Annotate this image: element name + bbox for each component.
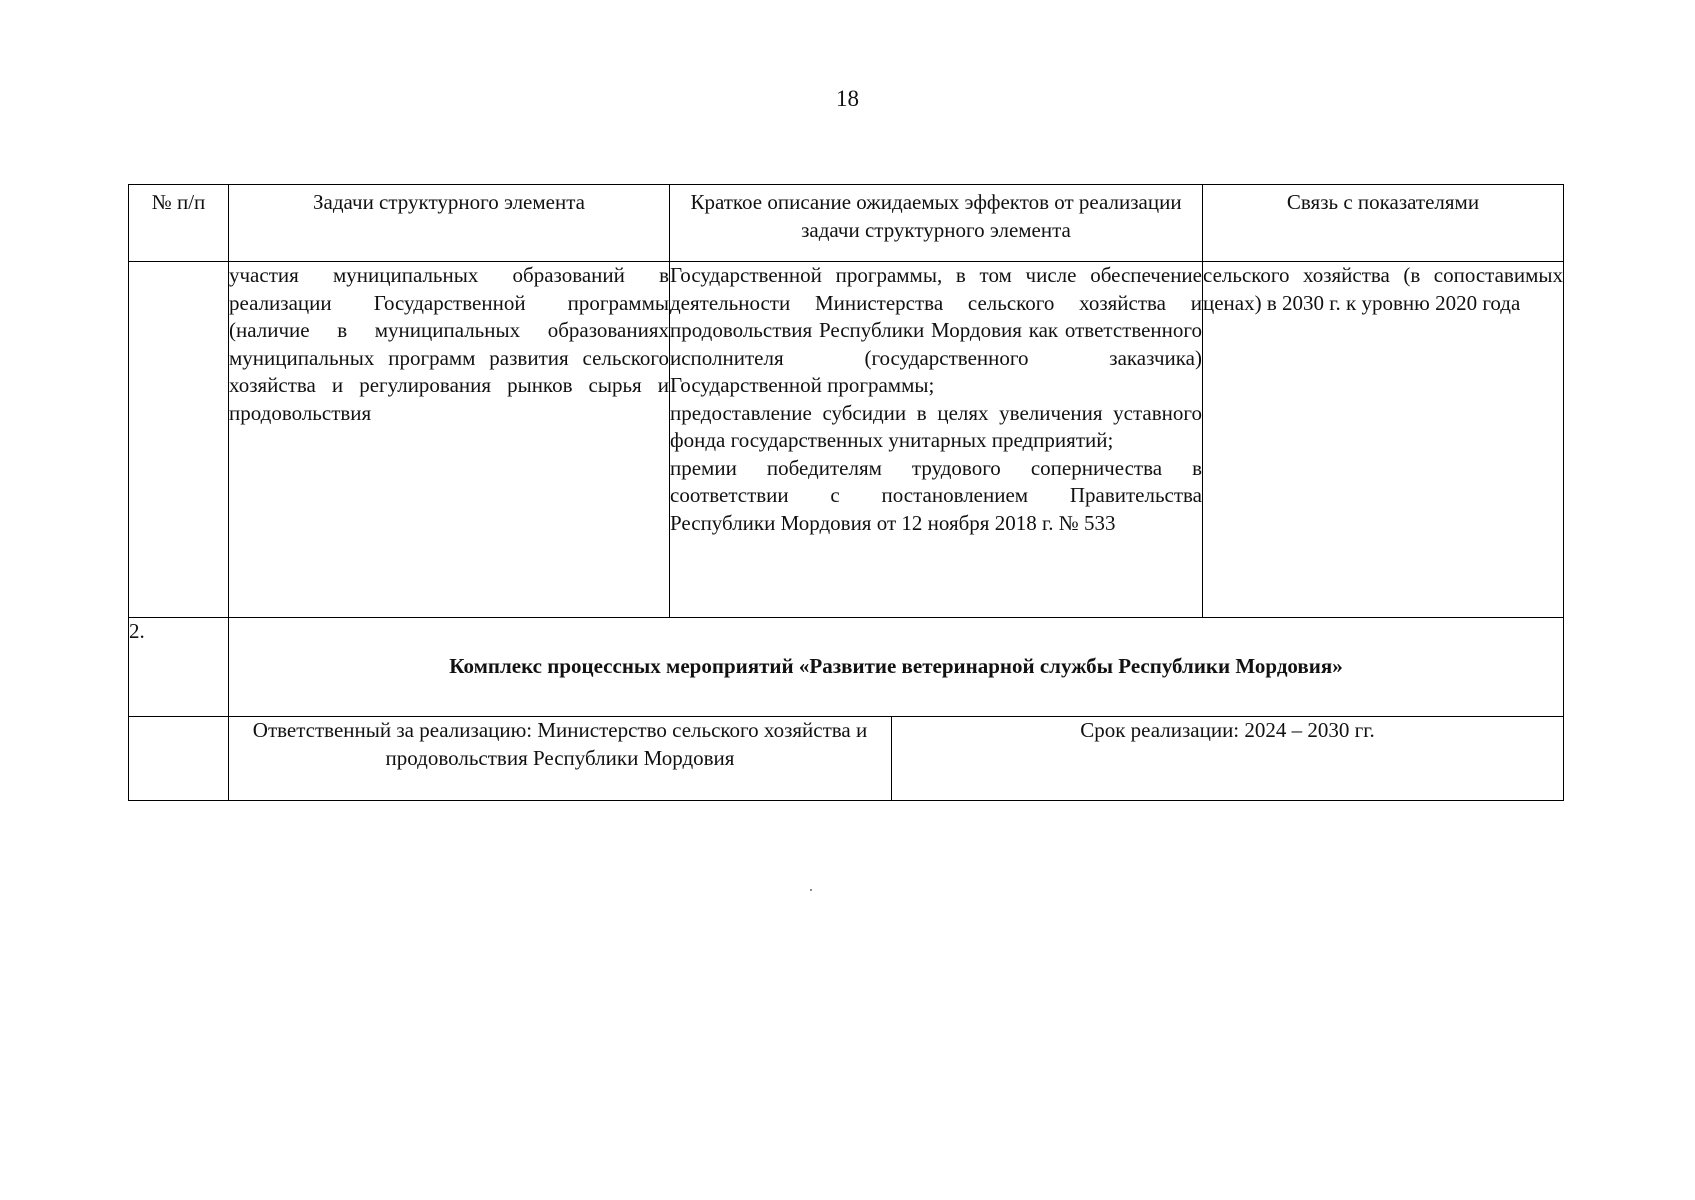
- section-number: 2.: [129, 618, 229, 717]
- row1-link: сельского хозяйства (в сопоставимых ценах) в 2030 г. к уровню 2020 года: [1203, 262, 1564, 618]
- effect-item: предоставление субсидии в целях увеличения уставного фонда государственных унитарных предприятий;: [670, 400, 1202, 452]
- table-header-row: [129, 185, 1564, 262]
- page-number: 18: [836, 86, 859, 111]
- table-row: [129, 262, 1564, 618]
- header-tasks: Задачи структурного элемента: [229, 185, 670, 262]
- structural-element-table: [128, 184, 1564, 801]
- responsible-cell: Ответственный за реализацию: Министерство сельского хозяйства и продовольствия Республики Мордовия: [229, 717, 892, 801]
- responsible-row: [129, 717, 1564, 801]
- header-effects: Краткое описание ожидаемых эффектов от реализации задачи структурного элемента: [670, 185, 1203, 262]
- term-cell: Срок реализации: 2024 – 2030 гг.: [892, 717, 1564, 801]
- section-title: Комплекс процессных мероприятий «Развитие ветеринарной службы Республики Мордовия»: [229, 618, 1564, 717]
- header-link: Связь с показателями: [1203, 185, 1564, 262]
- row1-effects: [670, 262, 1203, 618]
- header-number: № п/п: [129, 185, 229, 262]
- responsible-number: [129, 717, 229, 801]
- section-row: [129, 618, 1564, 717]
- scan-speck: [810, 889, 812, 891]
- row1-task: участия муниципальных образований в реализации Государственной программы (наличие в муниципальных образованиях муниципальных программ развития сельского хозяйства и регулирования рынков сырья и продовольствия: [229, 262, 670, 618]
- effect-item: Государственной программы, в том числе обеспечение деятельности Министерства сельского хозяйства и продовольствия Республики Мордовия как ответственного исполнителя (государственного заказчика) Государственной программы;: [670, 263, 1202, 397]
- effect-item: премии победителям трудового соперничества в соответствии с постановлением Правительства Республики Мордовия от 12 ноября 2018 г. № 533: [670, 455, 1202, 535]
- row1-number: [129, 262, 229, 618]
